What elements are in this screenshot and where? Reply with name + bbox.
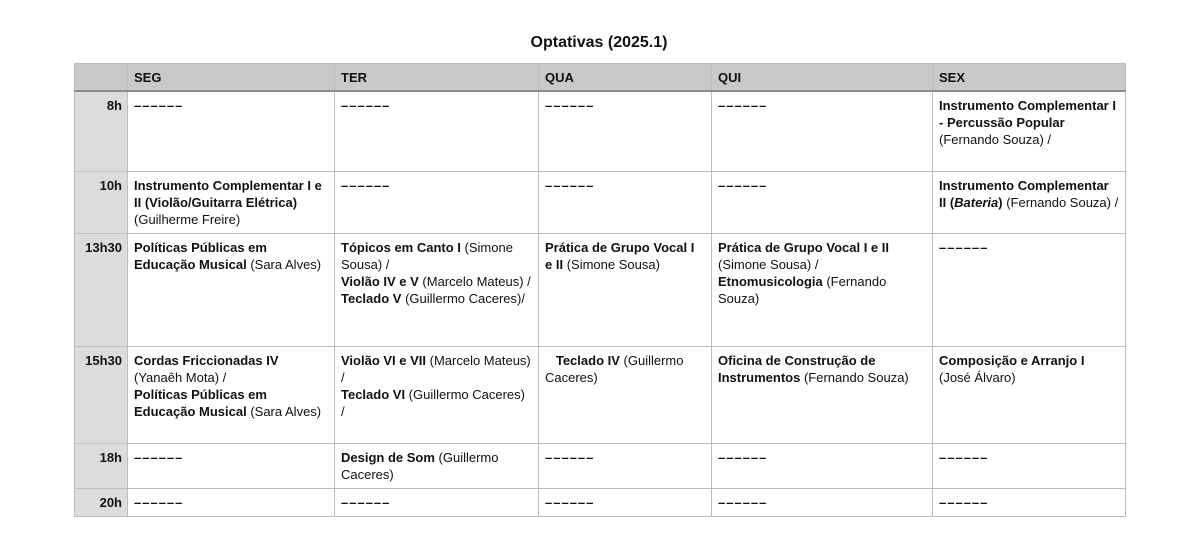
instructor: (José Álvaro) <box>939 369 1016 385</box>
empty-cell <box>128 488 335 516</box>
course-cell <box>335 233 539 346</box>
empty-cell <box>712 91 933 171</box>
day-header: TER <box>335 64 539 92</box>
table-row <box>75 233 1126 346</box>
time-cell: 18h <box>75 443 128 488</box>
course-name: Cordas Friccionadas IV <box>134 352 279 368</box>
course-cell <box>933 346 1126 443</box>
course-name: Instrumento Complementar I - Percussão Popular <box>939 98 1116 130</box>
empty-slot: –––––– <box>545 449 595 465</box>
empty-cell <box>335 171 539 233</box>
instructor: (Guillermo Caceres) <box>341 449 499 482</box>
course-cell <box>335 443 539 488</box>
empty-slot: –––––– <box>718 98 768 113</box>
course-cell <box>539 233 712 346</box>
empty-slot: –––––– <box>341 494 391 510</box>
course-name: Prática de Grupo Vocal I e II <box>545 239 695 272</box>
course-name: Políticas Públicas em Educação Musical <box>134 239 267 272</box>
page-title: Optativas (2025.1) <box>530 34 668 51</box>
course-name: Composição e Arranjo I <box>939 352 1085 368</box>
course-name: Etnomusicologia <box>718 273 823 289</box>
day-header: QUA <box>539 64 712 92</box>
course-name-italic: Bateria <box>954 194 999 210</box>
empty-cell <box>933 488 1126 516</box>
instructor: (Sara Alves) <box>250 256 322 272</box>
empty-cell <box>712 171 933 233</box>
empty-cell <box>539 171 712 233</box>
instructor: (Guillermo Caceres) <box>545 352 684 385</box>
course-name: Violão VI e VII <box>341 352 427 368</box>
course-name: Instrumento Complementar I e II (Violão/Guitarra Elétrica) <box>134 177 322 210</box>
course-cell <box>128 171 335 233</box>
course-name: Instrumento Complementar II ( <box>939 177 1109 210</box>
course-cell <box>933 91 1126 171</box>
empty-slot: –––––– <box>718 449 768 465</box>
empty-cell <box>712 488 933 516</box>
empty-cell <box>128 91 335 171</box>
empty-slot: –––––– <box>341 177 391 193</box>
course-cell <box>933 171 1126 233</box>
day-header: SEX <box>933 64 1126 92</box>
course-name-end: ) <box>998 194 1003 210</box>
course-name: Violão IV e V <box>341 273 419 289</box>
empty-slot: –––––– <box>718 494 768 510</box>
empty-cell <box>128 443 335 488</box>
instructor: (Guillermo Caceres)/ <box>401 290 525 306</box>
course-name: Tópicos em Canto I <box>341 239 461 255</box>
time-cell: 20h <box>75 488 128 516</box>
empty-slot: –––––– <box>939 239 989 255</box>
empty-cell <box>335 91 539 171</box>
instructor: (Marcelo Mateus) / <box>418 273 531 289</box>
instructor: (Yanaêh Mota) / <box>134 369 227 385</box>
course-name: Teclado VI <box>341 386 406 402</box>
course-cell <box>335 346 539 443</box>
schedule-table <box>74 63 1126 517</box>
instructor: (Simone Sousa) <box>563 256 660 272</box>
empty-cell <box>539 443 712 488</box>
table-row <box>75 443 1126 488</box>
empty-slot: –––––– <box>545 494 595 510</box>
empty-cell <box>933 233 1126 346</box>
empty-cell <box>539 488 712 516</box>
empty-slot: –––––– <box>545 177 595 193</box>
course-cell <box>128 346 335 443</box>
corner-cell <box>75 64 128 92</box>
empty-slot: –––––– <box>939 494 989 510</box>
header-row <box>75 64 1126 92</box>
empty-cell <box>335 488 539 516</box>
day-header: SEG <box>128 64 335 92</box>
course-cell <box>128 233 335 346</box>
course-name: Prática de Grupo Vocal I e II <box>718 239 889 255</box>
empty-slot: –––––– <box>134 98 184 113</box>
table-row <box>75 488 1126 516</box>
instructor: (Marcelo Mateus) / <box>341 352 531 385</box>
empty-slot: –––––– <box>545 98 595 113</box>
course-name: Oficina de Construção de Instrumentos <box>718 352 876 385</box>
instructor: (Simone Sousa) / <box>718 256 819 272</box>
day-header: QUI <box>712 64 933 92</box>
instructor: (Fernando Souza) / <box>1002 194 1119 210</box>
table-row <box>75 171 1126 233</box>
empty-slot: –––––– <box>341 98 391 113</box>
empty-slot: –––––– <box>134 494 184 510</box>
instructor: (Simone Sousa) / <box>341 239 513 272</box>
instructor: (Fernando Souza) / <box>939 132 1052 147</box>
course-name: Teclado V <box>341 290 402 306</box>
instructor: (Sara Alves) <box>250 403 322 419</box>
course-cell <box>712 233 933 346</box>
empty-slot: –––––– <box>939 449 989 465</box>
empty-cell <box>933 443 1126 488</box>
table-row <box>75 346 1126 443</box>
time-cell: 10h <box>75 171 128 233</box>
course-cell <box>712 346 933 443</box>
time-cell: 13h30 <box>75 233 128 346</box>
course-cell <box>539 346 712 443</box>
empty-slot: –––––– <box>134 449 184 465</box>
empty-cell <box>712 443 933 488</box>
instructor: (Guillermo Caceres) / <box>341 386 525 419</box>
instructor: (Fernando Souza) <box>718 273 887 306</box>
time-cell: 15h30 <box>75 346 128 443</box>
course-name: Políticas Públicas em Educação Musical <box>134 386 267 419</box>
empty-cell <box>539 91 712 171</box>
time-cell: 8h <box>75 91 128 171</box>
table-row <box>75 91 1126 171</box>
course-name: Design de Som <box>341 449 435 465</box>
instructor: (Fernando Souza) <box>803 369 909 385</box>
course-name: Teclado IV <box>545 352 620 368</box>
empty-slot: –––––– <box>718 177 768 193</box>
instructor: (Guilherme Freire) <box>134 211 241 227</box>
